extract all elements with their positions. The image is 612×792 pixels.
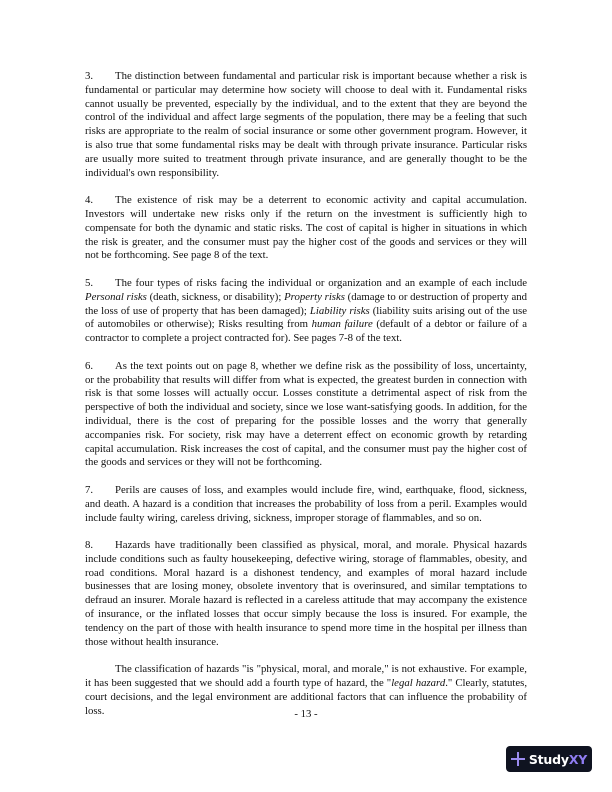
- paragraph-text: (default of a debtor or failure of a contractor to complete a project contracted for). See pages 7-8 of the text.: [85, 318, 528, 345]
- paragraph-text: Perils are causes of loss, and examples would include fire, wind, earthquake, flood, sickness, and death. A hazard is a condition that increases the probability of loss from a peril. Examples would include faulty wiring, careless driving, sickness, improper storage of flammables, and so on.: [85, 483, 527, 524]
- paragraph-4: [85, 194, 527, 263]
- paragraph-number: 5.: [85, 276, 94, 289]
- studyxy-watermark-badge[interactable]: [506, 746, 592, 772]
- paragraph-text: (liability suits arising out of the use of automobiles or otherwise); Risks resulting from: [85, 304, 527, 331]
- paragraph-text: ." Clearly, statutes, court decisions, and the legal environment are additional factors that can influence the probability of loss.: [85, 677, 528, 717]
- paragraph-text: (death, sickness, or disability);: [146, 290, 285, 303]
- paragraph-text: The existence of risk may be a deterrent to economic activity and capital accumulation. Investors will undertake new risks only if the return on the investment is sufficiently high to compensate for both the dynamic and static risks. The cost of capital is higher in situations in which the risk is greater, and the consumer must pay the higher cost of the goods and services or they will not be forthcoming. See page 8 of the text.: [85, 194, 527, 262]
- term-personal-risks: Personal risks: [85, 290, 147, 303]
- term-property-risks: Property risks: [284, 290, 345, 303]
- paragraph-text: As the text points out on page 8, whether we define risk as the possibility of loss, uncertainty, or the probability that results will differ from what is expected, the greatest burden in connection with risk is that some losses will actually occur. Losses constitute a detrimental aspect of risk from the perspective of both the individual and society, since we lose want-satisfying goods. In addition, for the individual, there is the cost of preparing for the possible losses and the worry that generally accompanies risk. For society, risk may have a deterrent effect on economic growth by retarding capital accumulation. Risk increases the cost of capital, and the consumer must pay the higher cost of the goods and services or they will not be forthcoming.: [85, 359, 527, 469]
- paragraph-6: [85, 360, 527, 470]
- paragraph-text: (damage to or destruction of property and the loss of use of property that has been damaged);: [85, 290, 528, 317]
- paragraph-3: [85, 70, 527, 180]
- paragraph-number: 6.: [85, 359, 94, 372]
- brand-name: [529, 752, 587, 767]
- brand-name-part1: Study: [528, 751, 569, 767]
- paragraph-7: [85, 484, 527, 525]
- document-body: [85, 70, 527, 732]
- paragraph-text: The four types of risks facing the individual or organization and an example of each include: [115, 276, 527, 289]
- paragraph-text: The distinction between fundamental and particular risk is important because whether a risk is fundamental or particular may determine how society will choose to deal with it. Fundamental risks cannot usually be prevented, especially by the individual, and to the extent that they are beyond the control of the individual and affect large segments of the population, there may be a feeling that such risks are appropriate to the realm of social insurance or some other government program. However, it is also true that some fundamental risks may be dealt with through private insurance. Particular risks are usually more suited to treatment through private insurance, and are generally thought to be the individual's own responsibility.: [85, 70, 527, 179]
- paragraph-5: [85, 277, 527, 346]
- term-human-failure: human failure: [311, 318, 373, 331]
- paragraph-text: The classification of hazards "is "physical, moral, and morale," is not exhaustive. For example, it has been suggested that we should add a fourth type of hazard, the ": [85, 663, 527, 690]
- paragraph-number: 7.: [85, 483, 94, 496]
- paragraph-number: 4.: [85, 194, 94, 207]
- brand-name-part2: XY: [568, 751, 588, 767]
- term-liability-risks: Liability risks: [309, 304, 370, 317]
- page-number: - 13 -: [294, 708, 318, 720]
- paragraph-number: 3.: [85, 70, 94, 82]
- paragraph-text: Hazards have traditionally been classified as physical, moral, and morale. Physical hazards include conditions such as faulty housekeeping, defective wiring, storage of flammables, obesity, and road conditions. Moral hazard is a dishonest tendency, and examples of moral hazard include businesses that are losing money, obsolete inventory that is overinsured, and similar temptations to defraud an insurer. Morale hazard is reflected in a careless attitude that may accompany the existence of insurance, or the inflated losses that occur simply because the loss is insured. For example, the tendency on the part of those with health insurance to spend more time in the hospital per illness than those without health insurance.: [85, 539, 527, 648]
- paragraph-8: [85, 539, 527, 649]
- plus-icon: [511, 752, 525, 766]
- term-legal-hazard: legal hazard: [391, 677, 446, 690]
- paragraph-number: 8.: [85, 539, 94, 552]
